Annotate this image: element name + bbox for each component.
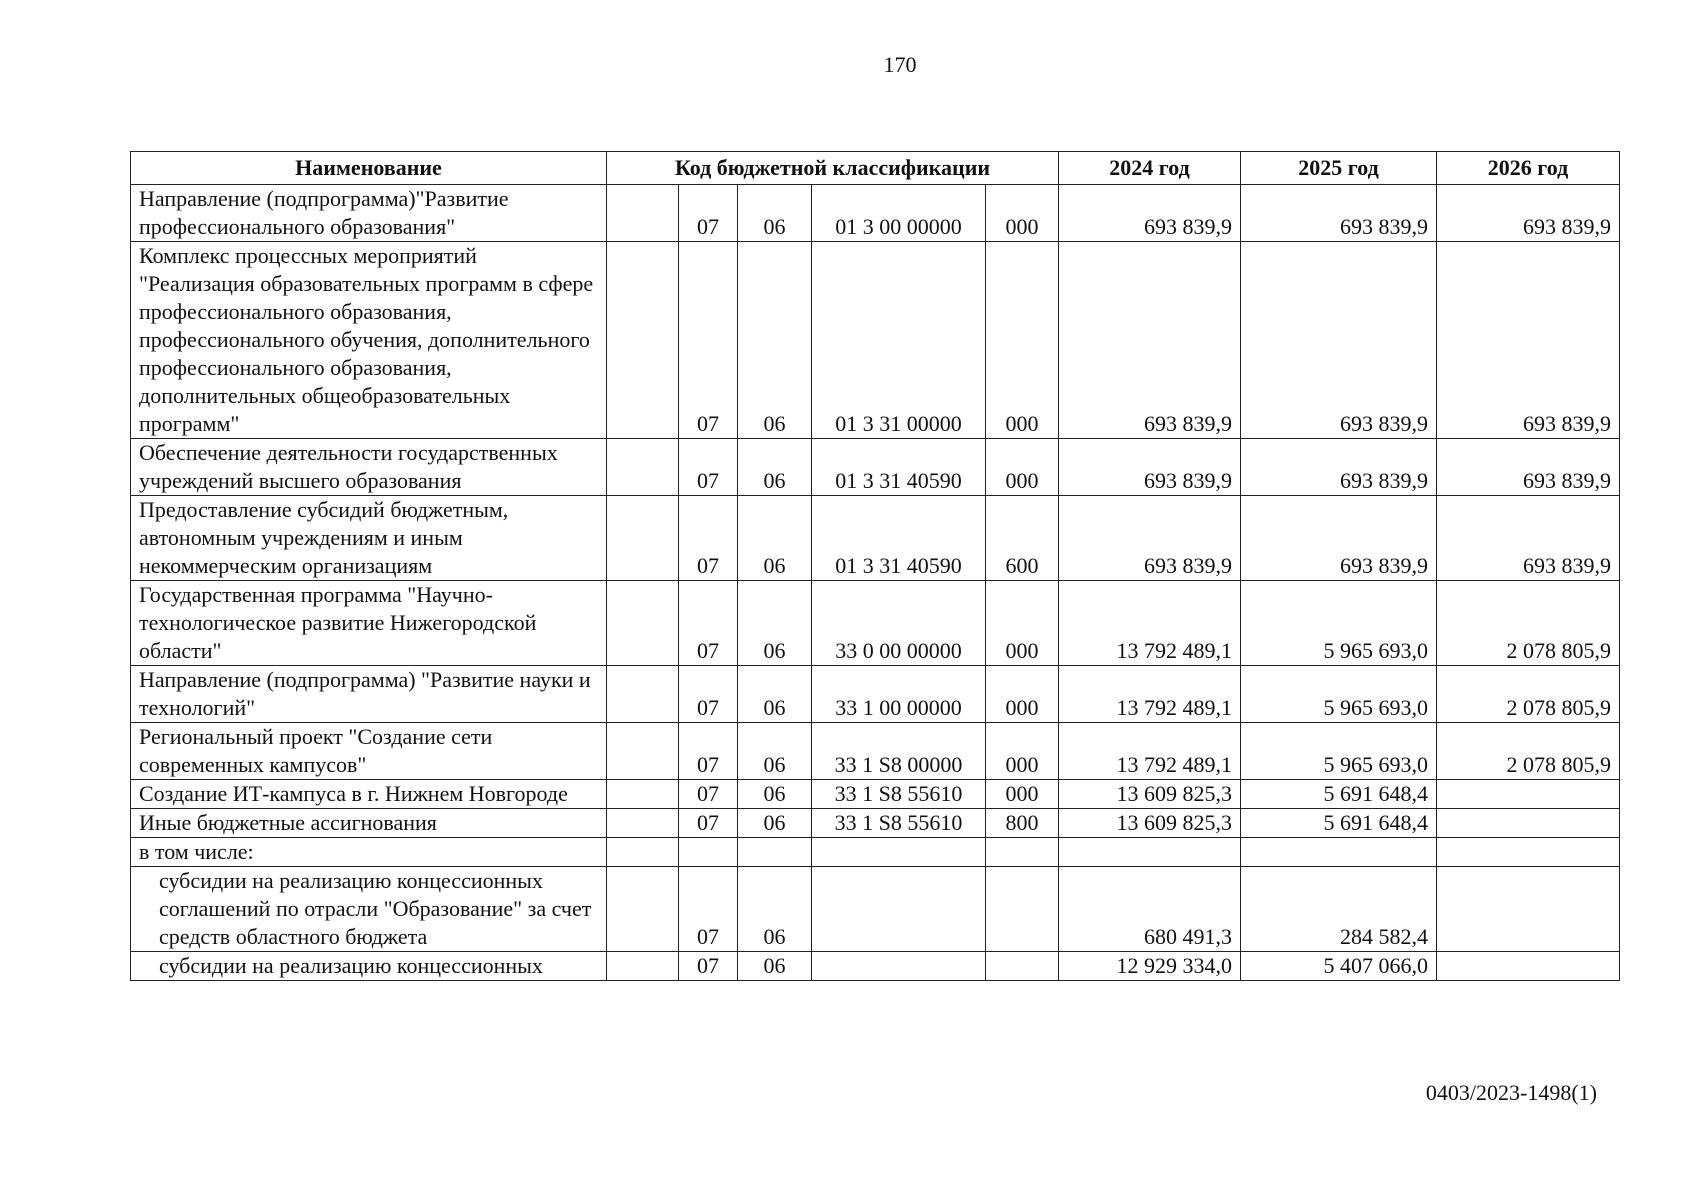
row-2026 bbox=[1437, 780, 1620, 809]
row-code-1 bbox=[607, 780, 679, 809]
row-2026: 693 839,9 bbox=[1437, 185, 1620, 242]
row-code-section: 07 bbox=[679, 581, 738, 666]
header-2025: 2025 год bbox=[1241, 152, 1437, 185]
header-code: Код бюджетной классификации bbox=[607, 152, 1059, 185]
table-row bbox=[131, 666, 1620, 723]
row-code-subsection: 06 bbox=[738, 780, 812, 809]
row-2025 bbox=[1241, 838, 1437, 867]
row-code-type: 000 bbox=[986, 242, 1059, 439]
row-code-1 bbox=[607, 838, 679, 867]
row-code-subsection: 06 bbox=[738, 185, 812, 242]
row-code-type bbox=[986, 838, 1059, 867]
row-2025: 693 839,9 bbox=[1241, 242, 1437, 439]
table-row bbox=[131, 581, 1620, 666]
row-code-type bbox=[986, 867, 1059, 952]
row-code-target: 33 1 S8 55610 bbox=[812, 780, 986, 809]
table-row bbox=[131, 439, 1620, 496]
row-code-type: 000 bbox=[986, 723, 1059, 780]
table-body bbox=[131, 185, 1620, 981]
row-2024 bbox=[1059, 838, 1241, 867]
table-row bbox=[131, 780, 1620, 809]
row-code-1 bbox=[607, 439, 679, 496]
row-code-subsection: 06 bbox=[738, 666, 812, 723]
table-row bbox=[131, 723, 1620, 780]
row-code-target: 33 1 S8 00000 bbox=[812, 723, 986, 780]
row-code-section: 07 bbox=[679, 185, 738, 242]
row-code-subsection: 06 bbox=[738, 439, 812, 496]
row-name: субсидии на реализацию концессионных bbox=[131, 952, 607, 981]
row-2025: 5 965 693,0 bbox=[1241, 581, 1437, 666]
row-2024: 13 792 489,1 bbox=[1059, 666, 1241, 723]
page-number: 170 bbox=[883, 52, 917, 77]
header-2026: 2026 год bbox=[1437, 152, 1620, 185]
row-code-type: 000 bbox=[986, 439, 1059, 496]
table-row bbox=[131, 838, 1620, 867]
row-code-subsection: 06 bbox=[738, 952, 812, 981]
row-code-type: 800 bbox=[986, 809, 1059, 838]
row-code-section: 07 bbox=[679, 723, 738, 780]
row-code-target: 33 1 S8 55610 bbox=[812, 809, 986, 838]
row-name: Направление (подпрограмма)"Развитие профессионального образования" bbox=[131, 185, 607, 242]
row-2024: 693 839,9 bbox=[1059, 439, 1241, 496]
row-2024: 693 839,9 bbox=[1059, 185, 1241, 242]
row-code-subsection: 06 bbox=[738, 809, 812, 838]
row-name: Государственная программа "Научно-технологическое развитие Нижегородской области" bbox=[131, 581, 607, 666]
row-2025: 5 691 648,4 bbox=[1241, 780, 1437, 809]
row-2026 bbox=[1437, 867, 1620, 952]
row-code-section: 07 bbox=[679, 666, 738, 723]
row-2025: 693 839,9 bbox=[1241, 496, 1437, 581]
table-row bbox=[131, 809, 1620, 838]
row-2025: 5 965 693,0 bbox=[1241, 666, 1437, 723]
row-name: Создание ИТ-кампуса в г. Нижнем Новгороде bbox=[131, 780, 607, 809]
row-code-1 bbox=[607, 496, 679, 581]
row-code-1 bbox=[607, 867, 679, 952]
row-code-subsection: 06 bbox=[738, 867, 812, 952]
row-2026: 2 078 805,9 bbox=[1437, 723, 1620, 780]
row-code-target bbox=[812, 838, 986, 867]
row-code-1 bbox=[607, 809, 679, 838]
row-2026: 693 839,9 bbox=[1437, 439, 1620, 496]
row-code-1 bbox=[607, 581, 679, 666]
row-2026: 2 078 805,9 bbox=[1437, 581, 1620, 666]
row-2024: 680 491,3 bbox=[1059, 867, 1241, 952]
budget-table bbox=[130, 151, 1620, 981]
row-code-section bbox=[679, 838, 738, 867]
row-name: в том числе: bbox=[131, 838, 607, 867]
row-2024: 693 839,9 bbox=[1059, 496, 1241, 581]
row-code-subsection: 06 bbox=[738, 723, 812, 780]
row-name: субсидии на реализацию концессионных соглашений по отрасли "Образование" за счет средств областного бюджета bbox=[131, 867, 607, 952]
row-code-subsection: 06 bbox=[738, 581, 812, 666]
row-code-1 bbox=[607, 952, 679, 981]
table-row bbox=[131, 242, 1620, 439]
row-name: Иные бюджетные ассигнования bbox=[131, 809, 607, 838]
row-code-type: 000 bbox=[986, 581, 1059, 666]
row-code-1 bbox=[607, 185, 679, 242]
row-code-target: 01 3 31 40590 bbox=[812, 496, 986, 581]
row-code-subsection: 06 bbox=[738, 496, 812, 581]
header-name: Наименование bbox=[131, 152, 607, 185]
row-code-type: 000 bbox=[986, 185, 1059, 242]
row-code-subsection bbox=[738, 838, 812, 867]
row-code-target: 33 0 00 00000 bbox=[812, 581, 986, 666]
row-code-section: 07 bbox=[679, 952, 738, 981]
row-code-subsection: 06 bbox=[738, 242, 812, 439]
table-row bbox=[131, 496, 1620, 581]
row-2025: 693 839,9 bbox=[1241, 185, 1437, 242]
row-code-section: 07 bbox=[679, 809, 738, 838]
row-code-1 bbox=[607, 723, 679, 780]
row-name: Обеспечение деятельности государственных учреждений высшего образования bbox=[131, 439, 607, 496]
row-2026: 693 839,9 bbox=[1437, 242, 1620, 439]
row-code-section: 07 bbox=[679, 496, 738, 581]
row-2024: 12 929 334,0 bbox=[1059, 952, 1241, 981]
document-number: 0403/2023-1498(1) bbox=[1425, 1080, 1597, 1105]
row-code-1 bbox=[607, 242, 679, 439]
header-2024: 2024 год bbox=[1059, 152, 1241, 185]
row-name: Направление (подпрограмма) "Развитие науки и технологий" bbox=[131, 666, 607, 723]
table-row bbox=[131, 867, 1620, 952]
row-code-target: 33 1 00 00000 bbox=[812, 666, 986, 723]
row-code-target: 01 3 31 00000 bbox=[812, 242, 986, 439]
row-code-type bbox=[986, 952, 1059, 981]
row-2024: 13 609 825,3 bbox=[1059, 809, 1241, 838]
row-2026 bbox=[1437, 952, 1620, 981]
row-2025: 5 965 693,0 bbox=[1241, 723, 1437, 780]
row-code-type: 000 bbox=[986, 780, 1059, 809]
row-2024: 13 792 489,1 bbox=[1059, 581, 1241, 666]
row-2025: 5 407 066,0 bbox=[1241, 952, 1437, 981]
row-code-section: 07 bbox=[679, 439, 738, 496]
row-2026 bbox=[1437, 838, 1620, 867]
row-code-section: 07 bbox=[679, 242, 738, 439]
row-2025: 693 839,9 bbox=[1241, 439, 1437, 496]
row-code-type: 000 bbox=[986, 666, 1059, 723]
row-code-target bbox=[812, 952, 986, 981]
row-2026: 693 839,9 bbox=[1437, 496, 1620, 581]
row-name: Региональный проект "Создание сети современных кампусов" bbox=[131, 723, 607, 780]
table-row bbox=[131, 185, 1620, 242]
row-2026: 2 078 805,9 bbox=[1437, 666, 1620, 723]
row-code-target: 01 3 31 40590 bbox=[812, 439, 986, 496]
header-row bbox=[131, 152, 1620, 185]
row-2025: 284 582,4 bbox=[1241, 867, 1437, 952]
row-name: Комплекс процессных мероприятий "Реализация образовательных программ в сфере профессионального образования, профессионального обучения, дополнительного профессионального образования, дополнительных общеобразовательных программ" bbox=[131, 242, 607, 439]
table-row bbox=[131, 952, 1620, 981]
row-code-1 bbox=[607, 666, 679, 723]
row-code-target: 01 3 00 00000 bbox=[812, 185, 986, 242]
row-code-type: 600 bbox=[986, 496, 1059, 581]
row-name: Предоставление субсидий бюджетным, автономным учреждениям и иным некоммерческим организациям bbox=[131, 496, 607, 581]
row-code-section: 07 bbox=[679, 867, 738, 952]
row-code-target bbox=[812, 867, 986, 952]
row-2025: 5 691 648,4 bbox=[1241, 809, 1437, 838]
row-2024: 693 839,9 bbox=[1059, 242, 1241, 439]
row-2024: 13 609 825,3 bbox=[1059, 780, 1241, 809]
row-2026 bbox=[1437, 809, 1620, 838]
row-2024: 13 792 489,1 bbox=[1059, 723, 1241, 780]
row-code-section: 07 bbox=[679, 780, 738, 809]
